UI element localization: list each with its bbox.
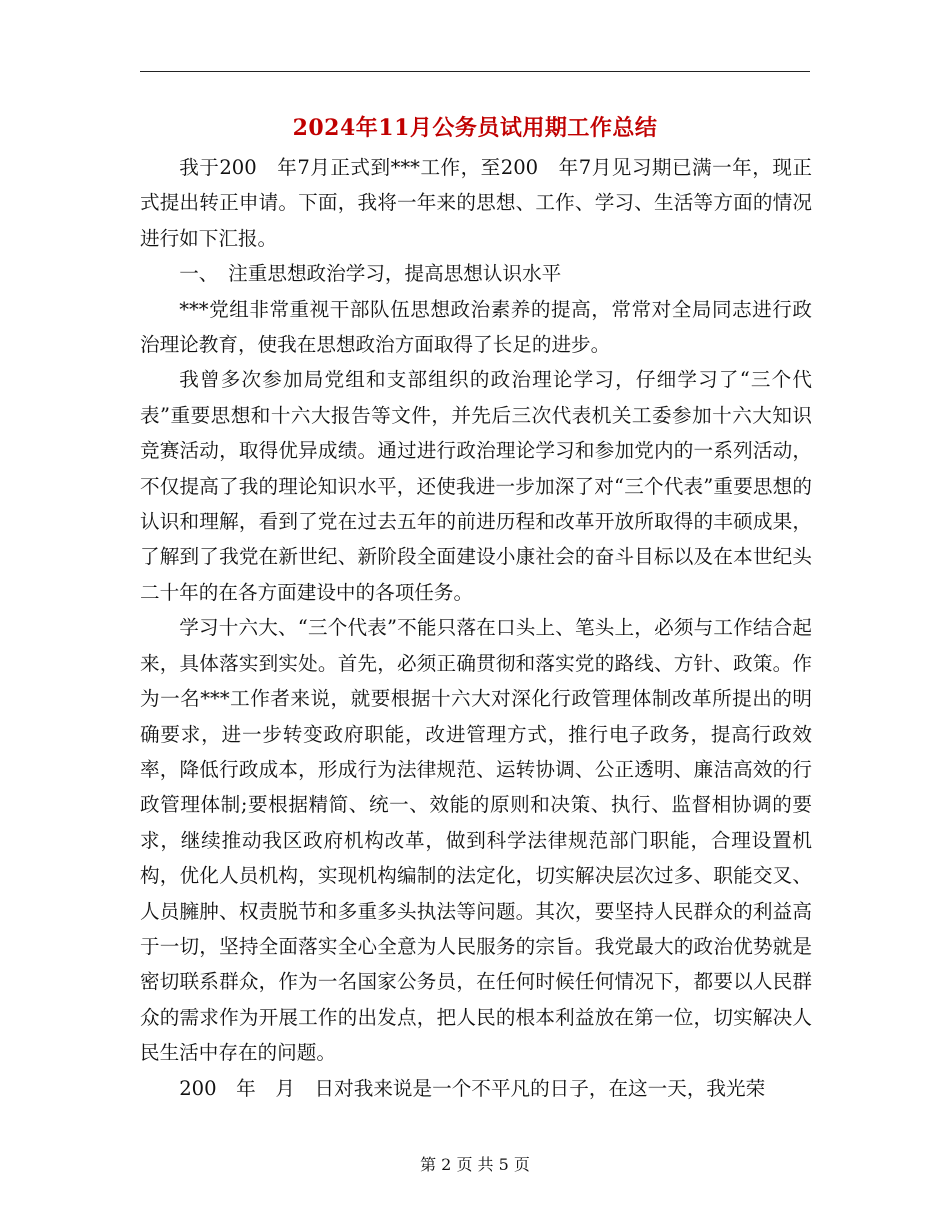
paragraph-special-day: 200 年 月 日对我来说是一个不平凡的日子，在这一天，我光荣 — [179, 1076, 766, 1100]
section-heading-1: 一、 注重思想政治学习，提高思想认识水平 — [179, 262, 562, 286]
paragraph-intro: 我于200 年7月正式到***工作，至200 年7月见习期已满一年，现正式提出转正申请。下面，我将一年来的思想、工作、学习、生活等方面的情况进行如下汇报。 — [140, 156, 812, 250]
paragraph-theory-study: 我曾多次参加局党组和支部组织的政治理论学习，仔细学习了“三个代表”重要思想和十六大报告等文件，并先后三次代表机关工委参加十六大知识竞赛活动，取得优异成绩。通过进行政治理论学习和参加党内的一系列活动，不仅提高了我的理论知识水平，还使我进一步加深了对“三个代表”重要思想的认识和理解，看到了党在过去五年的前进历程和改革开放所取得的丰硕成果，了解到了我党在新世纪、新阶段全面建设小康社会的奋斗目标以及在本世纪头二十年的在各方面建设中的各项任务。 — [140, 368, 812, 604]
paragraph-implementation: 学习十六大、“三个代表”不能只落在口头上、笔头上，必须与工作结合起来，具体落实到实处。首先，必须正确贯彻和落实党的路线、方针、政策。作为一名***工作者来说，就要根据十六大对深化行政管理体制改革所提出的明确要求，进一步转变政府职能，改进管理方式，推行电子政务，提高行政效率，降低行政成本，形成行为法律规范、运转协调、公正透明、廉洁高效的行政管理体制;要根据精简、统一、效能的原则和决策、执行、监督相协调的要求，继续推动我区政府机构改革，做到科学法律规范部门职能，合理设置机构，优化人员机构，实现机构编制的法定化，切实解决层次过多、职能交叉、人员臃肿、权责脱节和多重多头执法等问题。其次，要坚持人民群众的利益高于一切，坚持全面落实全心全意为人民服务的宗旨。我党最大的政治优势就是密切联系群众，作为一名国家公务员，在任何时候任何情况下，都要以人民群众的需求作为开展工作的出发点，把人民的根本利益放在第一位，切实解决人民生活中存在的问题。 — [140, 616, 812, 1065]
header-rule — [140, 71, 810, 72]
page-footer — [140, 1153, 810, 1177]
paragraph-party-education: ***党组非常重视干部队伍思想政治素养的提高，常常对全局同志进行政治理论教育，使我在思想政治方面取得了长足的进步。 — [140, 297, 812, 357]
page-number: 第 2 页 共 5 页 — [420, 1155, 530, 1174]
document-body — [140, 150, 812, 1106]
document-title: 2024年11月公务员试用期工作总结 — [292, 115, 658, 141]
